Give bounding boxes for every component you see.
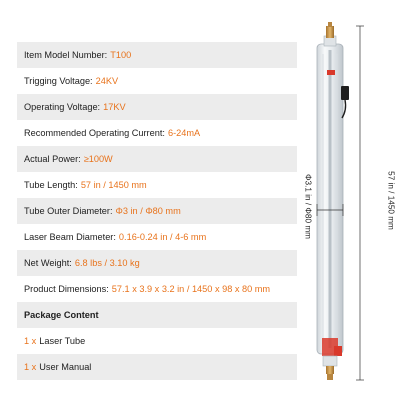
spec-row-operating-voltage bbox=[17, 94, 297, 120]
spec-row-net-weight bbox=[17, 250, 297, 276]
package-item-name: Laser Tube bbox=[39, 336, 86, 346]
spec-value: 24KV bbox=[95, 76, 119, 86]
diameter-dimension-label: Φ3.1 in / Φ80 mm bbox=[303, 174, 313, 239]
laser-tube-image bbox=[296, 0, 416, 416]
spec-label: Recommended Operating Current: bbox=[24, 128, 165, 138]
tube-top-brass-nozzle bbox=[326, 26, 334, 38]
spec-value: 0.16-0.24 in / 4-6 mm bbox=[118, 232, 207, 242]
laser-tube-figure bbox=[296, 0, 416, 416]
spec-value: 6-24mA bbox=[167, 128, 201, 138]
spec-label: Tube Length: bbox=[24, 180, 78, 190]
length-dimension-label: 57 in / 1450 mm bbox=[386, 171, 396, 230]
tube-top-tip bbox=[328, 22, 332, 27]
spec-row-laser-beam-diameter bbox=[17, 224, 297, 250]
spec-row-model bbox=[17, 42, 297, 68]
spec-value: 57 in / 1450 mm bbox=[80, 180, 147, 190]
spec-value: 6.8 lbs / 3.10 kg bbox=[74, 258, 140, 268]
spec-label: Operating Voltage: bbox=[24, 102, 101, 112]
spec-label: Trigging Voltage: bbox=[24, 76, 93, 86]
package-title: Package Content bbox=[24, 310, 99, 320]
spec-row-trigging-voltage bbox=[17, 68, 297, 94]
tube-bottom-brass-nozzle bbox=[326, 366, 334, 374]
package-item-laser-tube bbox=[17, 328, 297, 354]
spec-label: Product Dimensions: bbox=[24, 284, 109, 294]
spec-value: 17KV bbox=[103, 102, 126, 112]
tube-top-red-clip bbox=[327, 70, 335, 75]
spec-row-operating-current bbox=[17, 120, 297, 146]
tube-top-connector bbox=[341, 86, 349, 100]
package-item-user-manual bbox=[17, 354, 297, 380]
tube-bottom-collar bbox=[323, 356, 337, 366]
spec-label: Net Weight: bbox=[24, 258, 72, 268]
spec-value: Φ3 in / Φ80 mm bbox=[115, 206, 181, 216]
spec-value: T100 bbox=[110, 50, 132, 60]
spec-row-product-dimensions bbox=[17, 276, 297, 302]
package-qty: 1 x bbox=[24, 336, 37, 346]
tube-bottom-red-connector bbox=[334, 346, 342, 356]
spec-row-actual-power bbox=[17, 146, 297, 172]
package-item-name: User Manual bbox=[39, 362, 92, 372]
spec-label: Actual Power: bbox=[24, 154, 81, 164]
spec-row-tube-length bbox=[17, 172, 297, 198]
spec-row-tube-outer-diameter bbox=[17, 198, 297, 224]
spec-value: 57.1 x 3.9 x 3.2 in / 1450 x 98 x 80 mm bbox=[111, 284, 271, 294]
spec-label: Item Model Number: bbox=[24, 50, 108, 60]
spec-label: Laser Beam Diameter: bbox=[24, 232, 116, 242]
spec-label: Tube Outer Diameter: bbox=[24, 206, 113, 216]
spec-table bbox=[17, 42, 297, 380]
package-content-title bbox=[17, 302, 297, 328]
spec-value: ≥100W bbox=[83, 154, 113, 164]
tube-bottom-tip bbox=[327, 374, 333, 380]
package-qty: 1 x bbox=[24, 362, 37, 372]
